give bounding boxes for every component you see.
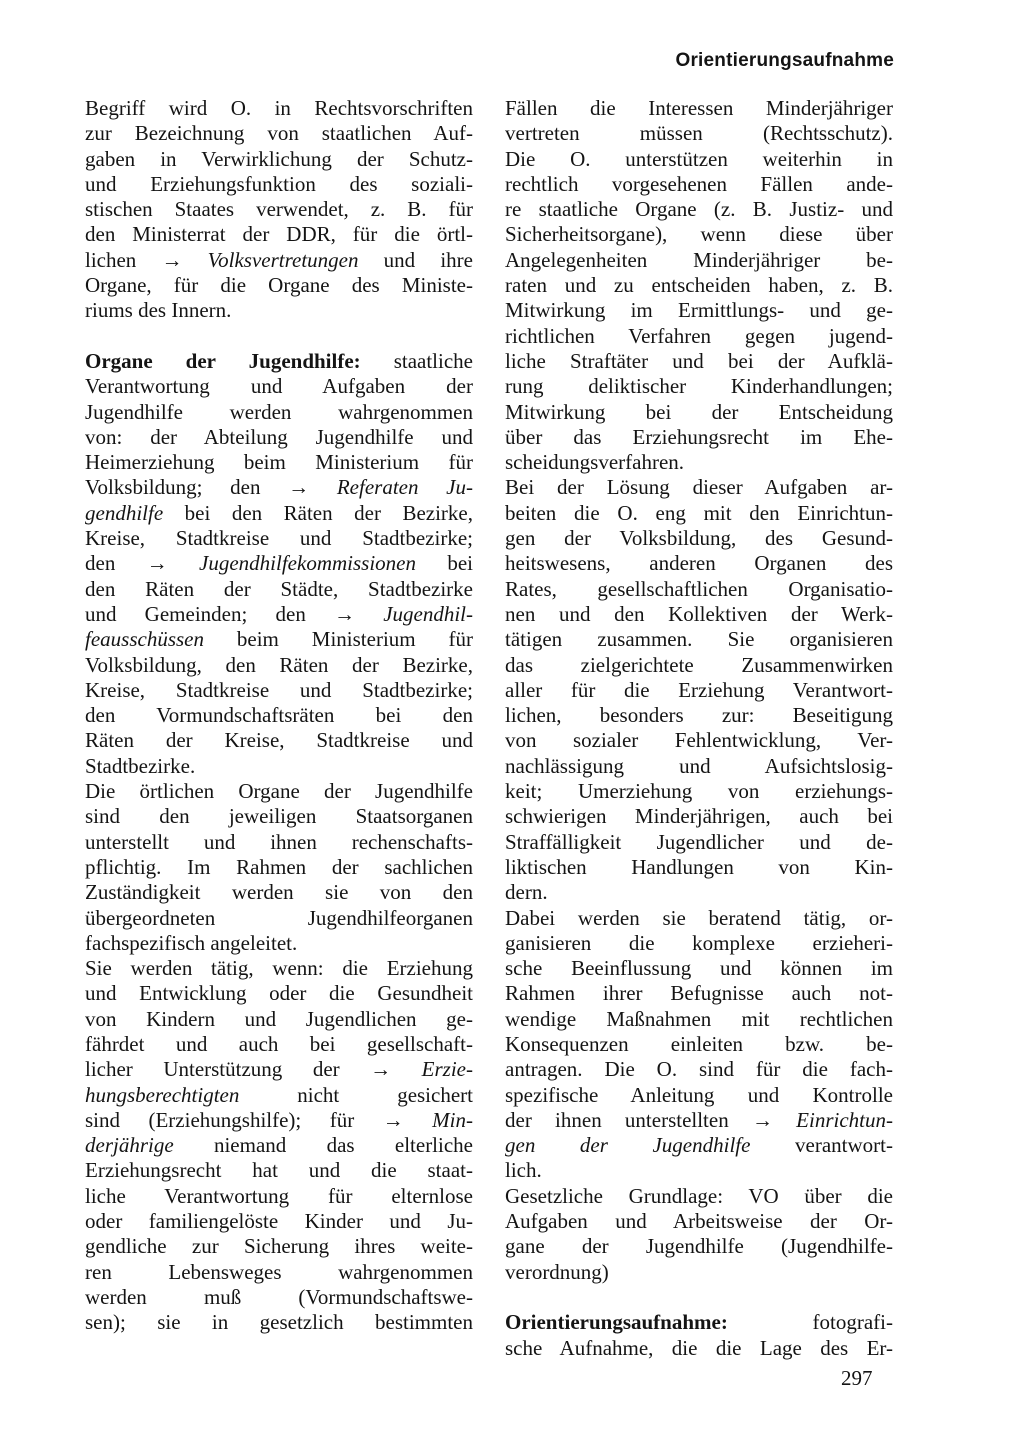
text-run: Kreise, Stadtkreise und Stadtbezirke; <box>85 677 473 702</box>
text-run: aller für die Erziehung Verantwort- <box>505 677 893 702</box>
text-line <box>505 450 893 475</box>
text-run: spezifische Anleitung und Kontrolle <box>505 1082 893 1107</box>
text-run: Aufgaben und Arbeitsweise der Or- <box>505 1209 893 1234</box>
text-line <box>505 147 893 172</box>
text-line <box>505 273 893 298</box>
text-line <box>85 222 473 247</box>
text-line <box>85 906 473 931</box>
text-run: licher Unterstützung der → <box>85 1057 422 1082</box>
paragraph-gap <box>505 1285 893 1310</box>
text-run: Mitwirkung im Ermittlungs- und ge- <box>505 298 893 323</box>
text-run: Sicherheitsorgane), wenn diese über <box>505 222 893 247</box>
text-run: Erziehungsrecht hat und die staat- <box>85 1158 473 1183</box>
text-line <box>505 298 893 323</box>
text-line <box>505 1336 893 1361</box>
text-run: Kreise, Stadtkreise und Stadtbezirke; <box>85 526 473 551</box>
text-line <box>85 450 473 475</box>
text-run: liktischen Handlungen von Kin- <box>505 854 893 879</box>
text-line <box>85 121 473 146</box>
text-line <box>85 1285 473 1310</box>
text-line <box>505 475 893 500</box>
text-line <box>505 830 893 855</box>
cross-reference: derjährige <box>85 1133 174 1158</box>
text-line <box>505 248 893 273</box>
text-line <box>505 374 893 399</box>
text-line <box>505 1184 893 1209</box>
text-run: fotografi- <box>727 1310 893 1335</box>
text-line <box>505 703 893 728</box>
text-line <box>505 728 893 753</box>
text-line <box>85 577 473 602</box>
text-run: bei <box>415 551 473 576</box>
text-line <box>85 1057 473 1082</box>
text-line <box>85 703 473 728</box>
text-line <box>85 273 473 298</box>
text-run: vertreten müssen (Rechtsschutz). <box>505 121 893 146</box>
text-run: richtlichen Verfahren gegen jugend- <box>505 323 893 348</box>
text-line <box>85 1158 473 1183</box>
text-line <box>505 981 893 1006</box>
text-run: von: der Abteilung Jugendhilfe und <box>85 424 473 449</box>
text-line <box>85 1108 473 1133</box>
text-line <box>505 425 893 450</box>
text-run: Rates, gesellschaftlichen Organisatio- <box>505 576 893 601</box>
text-line <box>85 653 473 678</box>
text-run: nachlässigung und Aufsichtslosig- <box>505 753 893 778</box>
text-run: und Entwicklung oder die Gesundheit <box>85 981 473 1006</box>
text-run: Die örtlichen Organe der Jugendhilfe <box>85 779 473 804</box>
text-line <box>85 1184 473 1209</box>
text-line <box>85 400 473 425</box>
text-line <box>505 197 893 222</box>
text-line <box>505 551 893 576</box>
text-line <box>85 1260 473 1285</box>
text-run: staatliche <box>360 348 473 373</box>
text-run: fachspezifisch angeleitet. <box>85 930 298 955</box>
text-run: Dabei werden sie beratend tätig, or- <box>505 905 893 930</box>
text-run: gen der Volksbildung, des Gesund- <box>505 526 893 551</box>
text-run: Volksbildung, den Räten der Bezirke, <box>85 652 473 677</box>
text-line <box>85 1133 473 1158</box>
text-run: keit; Umerziehung von erziehungs- <box>505 779 893 804</box>
text-run: Bei der Lösung dieser Aufgaben ar- <box>505 475 893 500</box>
text-line <box>85 1007 473 1032</box>
text-run: Die O. unterstützen weiterhin in <box>505 146 893 171</box>
text-line <box>85 501 473 526</box>
text-line <box>85 349 473 374</box>
text-run: sche Aufnahme, die die Lage des Er- <box>505 1335 893 1360</box>
text-run: niemand das elterliche <box>173 1133 473 1158</box>
text-line <box>505 349 893 374</box>
text-run: Jugendhilfe werden wahrgenommen <box>85 399 473 424</box>
text-run: Begriff wird O. in Rechtsvorschriften <box>85 96 473 120</box>
text-line <box>505 1158 893 1183</box>
text-line <box>505 931 893 956</box>
text-run: Volksbildung; den → <box>85 475 337 500</box>
text-run: antragen. Die O. sind für die fach- <box>505 1057 893 1082</box>
text-run: beiten die O. eng mit den Einrichtun- <box>505 500 893 525</box>
text-run: Fällen die Interessen Minderjähriger <box>505 96 893 120</box>
text-run: lich. <box>505 1158 542 1183</box>
text-run: den Vormundschaftsräten bei den <box>85 703 473 728</box>
text-line <box>505 880 893 905</box>
text-run: sen); sie in gesetzlich bestimmten <box>85 1310 473 1335</box>
left-column <box>85 96 473 1336</box>
cross-reference: Einrichtun- <box>796 1107 893 1132</box>
text-line <box>85 551 473 576</box>
cross-reference: Jugendhilfekommissionen <box>199 551 416 576</box>
text-line <box>85 96 473 121</box>
cross-reference: feausschüssen <box>85 627 204 652</box>
text-line <box>85 855 473 880</box>
text-run: Straffälligkeit Jugendlicher und de- <box>505 829 893 854</box>
text-line <box>85 1083 473 1108</box>
text-line <box>505 501 893 526</box>
text-line <box>85 1310 473 1335</box>
text-run: schwierigen Minderjährigen, auch bei <box>505 804 893 829</box>
running-header: Orientierungsaufnahme <box>675 50 894 71</box>
text-line <box>505 1209 893 1234</box>
text-run: Mitwirkung bei der Entscheidung <box>505 399 893 424</box>
text-run: Sie werden tätig, wenn: die Erziehung <box>85 956 473 981</box>
text-run: zur Bezeichnung von staatlichen Auf- <box>85 121 473 146</box>
text-line <box>85 602 473 627</box>
text-line <box>85 147 473 172</box>
cross-reference: gendhilfe <box>85 500 164 525</box>
text-line <box>505 1310 893 1335</box>
text-run: ganisieren die komplexe erzieheri- <box>505 930 893 955</box>
text-run: den Räten der Städte, Stadtbezirke <box>85 576 473 601</box>
cross-reference: gen der Jugendhilfe <box>505 1133 751 1158</box>
text-run: gendliche zur Sicherung ihres weite- <box>85 1234 473 1259</box>
text-run: verantwort- <box>750 1133 893 1158</box>
text-line <box>85 172 473 197</box>
text-run: Räten der Kreise, Stadtkreise und <box>85 728 473 753</box>
text-run: sind den jeweiligen Staatsorganen <box>85 804 473 829</box>
text-run: übergeordneten Jugendhilfeorganen <box>85 905 473 930</box>
text-run: und Erziehungsfunktion des soziali- <box>85 171 473 196</box>
text-run: Verantwortung und Aufgaben der <box>85 374 473 399</box>
text-run: von sozialer Fehlentwicklung, Ver- <box>505 728 893 753</box>
text-run: Gesetzliche Grundlage: VO über die <box>505 1183 893 1208</box>
text-run: beim Ministerium für <box>204 627 473 652</box>
text-line <box>85 298 473 323</box>
text-run: oder familiengelöste Kinder und Ju- <box>85 1209 473 1234</box>
text-run: scheidungsverfahren. <box>505 450 685 475</box>
text-run: Konsequenzen einleiten bzw. be- <box>505 1031 893 1056</box>
text-run: werden muß (Vormundschaftswe- <box>85 1284 473 1309</box>
cross-reference: hungsberechtigten <box>85 1082 240 1107</box>
text-line <box>85 956 473 981</box>
text-line <box>505 172 893 197</box>
text-run: den Ministerrat der DDR, für die örtl- <box>85 222 473 247</box>
cross-reference: Volksvertretungen <box>207 247 359 272</box>
text-line <box>505 906 893 931</box>
text-run: nicht gesichert <box>239 1082 473 1107</box>
text-run: re staatliche Organe (z. B. Justiz- und <box>505 197 893 222</box>
text-line <box>85 804 473 829</box>
text-run: stischen Staates verwendet, z. B. für <box>85 197 473 222</box>
text-run: rung deliktischer Kinderhandlungen; <box>505 374 893 399</box>
text-run: den → <box>85 551 200 576</box>
text-line <box>505 1260 893 1285</box>
text-run: pflichtig. Im Rahmen der sachlichen <box>85 854 473 879</box>
text-run: tätigen zusammen. Sie organisieren <box>505 627 893 652</box>
text-line <box>505 956 893 981</box>
cross-reference: Erzie- <box>421 1057 473 1082</box>
text-line <box>85 830 473 855</box>
text-line <box>85 1234 473 1259</box>
text-line <box>85 931 473 956</box>
text-line <box>85 526 473 551</box>
text-line <box>85 374 473 399</box>
text-run: wendige Maßnahmen mit rechtlichen <box>505 1006 893 1031</box>
text-line <box>505 121 893 146</box>
text-run: Organe, für die Organe des Ministe- <box>85 273 473 298</box>
text-line <box>85 1209 473 1234</box>
text-run: fährdet und auch bei gesellschaft- <box>85 1031 473 1056</box>
text-run: rechtlich vorgesehenen Fällen ande- <box>505 171 893 196</box>
text-line <box>85 197 473 222</box>
text-line <box>85 678 473 703</box>
text-line <box>505 324 893 349</box>
text-line <box>505 754 893 779</box>
text-run: und Gemeinden; den → <box>85 601 384 626</box>
text-line <box>505 855 893 880</box>
text-run: das zielgerichtete Zusammenwirken <box>505 652 893 677</box>
text-line <box>505 1057 893 1082</box>
text-line <box>85 981 473 1006</box>
text-run: gane der Jugendhilfe (Jugendhilfe- <box>505 1234 893 1259</box>
text-run: riums des Innern. <box>85 298 232 323</box>
text-run: Stadtbezirke. <box>85 753 196 778</box>
text-run: dern. <box>505 880 548 905</box>
text-line <box>505 602 893 627</box>
entry-term: Organe der Jugendhilfe: <box>85 348 361 373</box>
text-run: gaben in Verwirklichung der Schutz- <box>85 146 473 171</box>
text-line <box>505 1032 893 1057</box>
text-run: liche Straftäter und bei der Aufklä- <box>505 348 893 373</box>
text-run: über das Erziehungsrecht im Ehe- <box>505 424 893 449</box>
text-run: heitswesens, anderen Organen des <box>505 551 893 576</box>
text-line <box>85 1032 473 1057</box>
cross-reference: Jugendhil- <box>383 601 473 626</box>
right-column <box>505 96 893 1361</box>
text-run: sche Beeinflussung und können im <box>505 956 893 981</box>
text-line <box>505 400 893 425</box>
text-line <box>85 248 473 273</box>
text-run: Zuständigkeit werden sie von den <box>85 880 473 905</box>
text-line <box>505 526 893 551</box>
paragraph-gap <box>85 324 473 349</box>
text-run: unterstellt und ihnen rechenschafts- <box>85 829 473 854</box>
page-number: 297 <box>841 1366 873 1390</box>
text-run: Rahmen ihrer Befugnisse auch not- <box>505 981 893 1006</box>
text-run: sind (Erziehungshilfe); für → <box>85 1107 433 1132</box>
text-run: raten und zu entscheiden haben, z. B. <box>505 273 893 298</box>
text-line <box>505 804 893 829</box>
text-line <box>505 653 893 678</box>
text-run: verordnung) <box>505 1259 609 1284</box>
text-line <box>505 1083 893 1108</box>
text-line <box>505 627 893 652</box>
text-line <box>85 475 473 500</box>
text-line <box>505 1234 893 1259</box>
text-run: lichen → <box>85 247 208 272</box>
cross-reference: Min- <box>432 1107 473 1132</box>
text-line <box>505 577 893 602</box>
text-run: Angelegenheiten Minderjähriger be- <box>505 247 893 272</box>
text-run: Heimerziehung beim Ministerium für <box>85 450 473 475</box>
text-run: lichen, besonders zur: Beseitigung <box>505 703 893 728</box>
text-line <box>505 222 893 247</box>
text-run: der ihnen unterstellten → <box>505 1107 797 1132</box>
text-line <box>85 880 473 905</box>
text-run: nen und den Kollektiven der Werk- <box>505 601 893 626</box>
entry-term: Orientierungsaufnahme: <box>505 1310 728 1335</box>
text-run: von Kindern und Jugendlichen ge- <box>85 1006 473 1031</box>
text-line <box>505 779 893 804</box>
text-run: ren Lebensweges wahrgenommen <box>85 1259 473 1284</box>
text-line <box>85 728 473 753</box>
text-line <box>505 1108 893 1133</box>
text-line <box>505 1133 893 1158</box>
text-run: liche Verantwortung für elternlose <box>85 1183 473 1208</box>
cross-reference: Referaten Ju- <box>336 475 473 500</box>
text-line <box>505 1007 893 1032</box>
text-line <box>85 754 473 779</box>
text-line <box>505 96 893 121</box>
text-run: bei den Räten der Bezirke, <box>163 500 473 525</box>
text-line <box>85 779 473 804</box>
text-line <box>505 678 893 703</box>
text-line <box>85 627 473 652</box>
text-line <box>85 425 473 450</box>
text-run: und ihre <box>358 247 473 272</box>
